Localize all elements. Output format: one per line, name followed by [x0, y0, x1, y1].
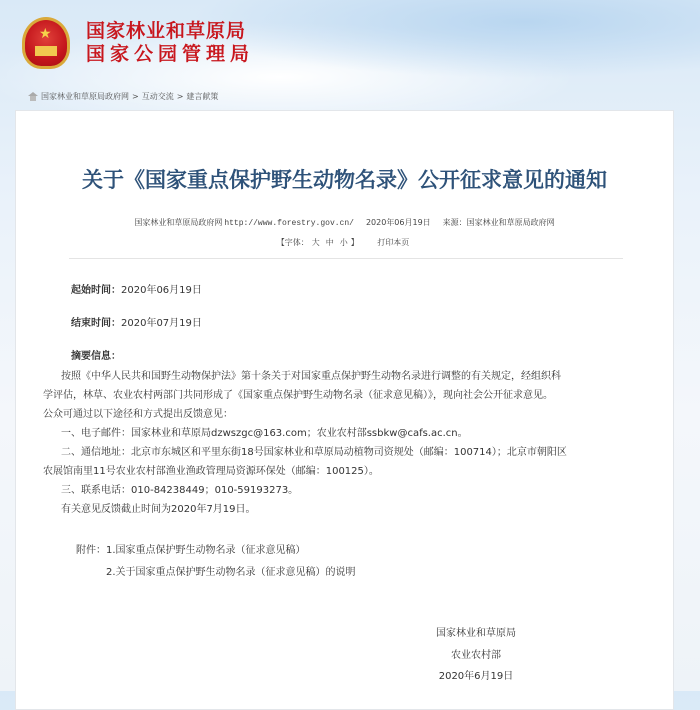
font-size-label: 【字体： [276, 238, 309, 247]
breadcrumb-separator: > [132, 92, 139, 101]
breadcrumb-home[interactable]: 国家林业和草原局政府网 [41, 92, 129, 101]
attachment-link[interactable]: 1.国家重点保护野生动物名录（征求意见稿） [106, 545, 306, 556]
font-large-link[interactable]: 大 [311, 238, 320, 247]
breadcrumb-suggestions[interactable]: 建言献策 [186, 92, 219, 101]
paragraph-line: 公众可通过以下途径和方式提出反馈意见： [43, 409, 233, 420]
breadcrumb-separator: > [176, 92, 184, 101]
logo-line-1: 国家林业和草原局 [86, 20, 247, 42]
breadcrumb [28, 91, 218, 102]
meta-date: 2020年06月19日 [365, 218, 431, 227]
meta-source: 来源：国家林业和草原局政府网 [442, 218, 555, 227]
article-tools [16, 237, 673, 248]
attachment-link[interactable]: 2.关于国家重点保护野生动物名录（征求意见稿）的说明 [106, 567, 356, 578]
national-emblem-icon: ★ [22, 17, 70, 69]
article-container [15, 110, 674, 710]
font-medium-link[interactable]: 中 [325, 238, 334, 247]
signature-org-2: 农业农村部 [451, 650, 501, 661]
attachments [76, 541, 306, 560]
meta-url: http://www.forestry.gov.cn/ [224, 219, 354, 228]
paragraph-line: 三、联系电话：010-84238449；010-59193273。 [61, 485, 299, 496]
end-value: 2020年07月19日 [121, 318, 202, 329]
summary-label: 摘要信息： [71, 351, 121, 362]
start-label: 起始时间： [71, 285, 121, 296]
paragraph-line: 一、电子邮件：国家林业和草原局dzwszgc@163.com；农业农村部ssbkw@cafs.ac.cn。 [61, 428, 468, 439]
meta-site: 国家林业和草原局政府网 [134, 218, 223, 227]
paragraph-line: 学评估，林草、农业农村两部门共同形成了《国家重点保护野生动物名录（征求意见稿）》，现向社会公开征求意见。 [43, 390, 553, 401]
start-time [51, 281, 202, 300]
signature-date: 2020年6月19日 [438, 671, 514, 682]
end-time [51, 314, 202, 333]
article-title: 关于《国家重点保护野生动物名录》公开征求意见的通知 [82, 168, 607, 192]
article-meta [16, 217, 673, 228]
font-size-close: 】 [350, 238, 359, 247]
paragraph-line: 有关意见反馈截止时间为2020年7月19日。 [61, 504, 256, 515]
paragraph-line: 按照《中华人民共和国野生动物保护法》第十条关于对国家重点保护野生动物名录进行调整的有关规定，经组织科 [61, 371, 561, 382]
attachments-label: 附件： [76, 545, 106, 556]
divider [69, 258, 623, 259]
logo-line-2: 国家公园管理局 [86, 43, 255, 65]
signature-org-1: 国家林业和草原局 [436, 628, 516, 639]
breadcrumb-interaction[interactable]: 互动交流 [141, 92, 174, 101]
paragraph-line: 农展馆南里11号农业农村部渔业渔政管理局资源环保处（邮编：100125）。 [43, 466, 379, 477]
end-label: 结束时间： [71, 318, 121, 329]
start-value: 2020年06月19日 [121, 285, 202, 296]
font-small-link[interactable]: 小 [339, 238, 348, 247]
site-logo[interactable] [86, 20, 254, 66]
paragraph-line: 二、通信地址：北京市东城区和平里东街18号国家林业和草原局动植物司资规处（邮编：100714）；北京市朝阳区 [61, 447, 567, 458]
home-icon[interactable] [28, 92, 38, 101]
site-header [0, 0, 700, 110]
print-link[interactable]: 打印本页 [377, 238, 410, 247]
